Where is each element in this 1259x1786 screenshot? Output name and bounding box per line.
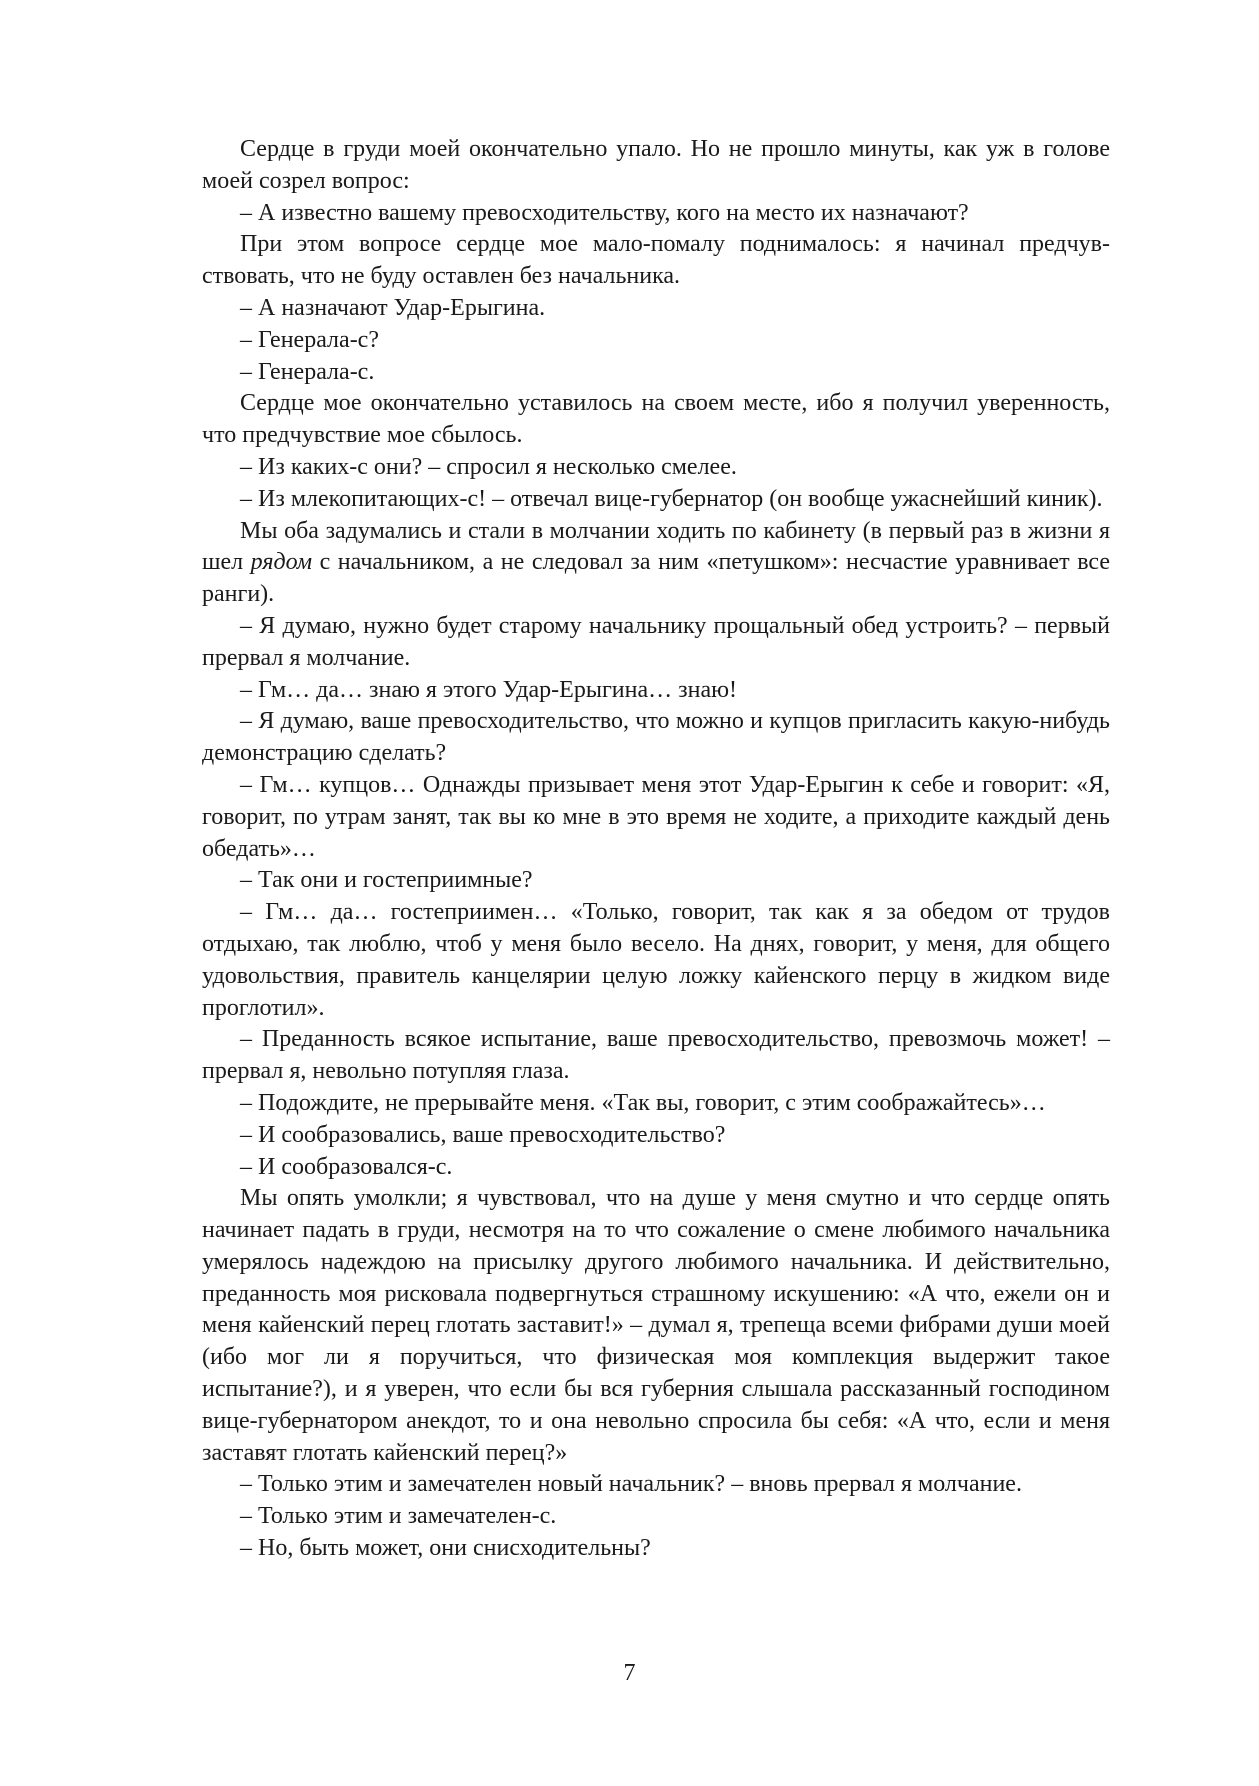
paragraph: – И сообразовались, ваше превосходительство? [240,1121,726,1148]
paragraph-text: с начальником, а не следовал за ним «петушком»: несчастие уравнивает все ранги). [202,549,1110,608]
paragraph: – И сообразовался-с. [240,1153,453,1180]
page-body [202,134,1110,1565]
page-number: 7 [623,1660,636,1686]
paragraph: – А назначают Удар-Ерыгина. [240,294,546,321]
paragraph: – Гм… да… гостеприимен… «Только, говорит, так как я за обедом от трудов отдыхаю, так люблю, чтоб у меня было весело. На днях, говорит, у меня, для общего удовольствия, правитель канцелярии целую ложку кайенского перцу в жидком виде проглотил». [202,899,1110,1021]
paragraph: Сердце в груди моей окончательно упало. Но не прошло минуты, как уж в голове моей созрел вопрос: [202,136,1110,194]
paragraph: – Из каких-с они? – спросил я несколько смелее. [240,453,737,480]
paragraph: – Из млекопитающих-с! – отвечал вице-губернатор (он вообще ужаснейший киник). [240,485,1103,512]
paragraph: – Так они и гостеприимные? [240,867,533,894]
paragraph: – Подождите, не прерывайте меня. «Так вы, говорит, с этим соображайтесь»… [240,1089,1046,1116]
paragraph: Мы опять умолкли; я чувствовал, что на душе у меня смутно и что сердце опять начинает падать в груди, несмотря на то что сожаление о смене любимого начальника умерялось надеждою на присылку другого любимого начальника. И действительно, преданность моя рисковала подвергнуться страшному искушению: «А что, ежели он и меня кайенский перец глотать заставит!» – думал я, трепеща всеми фибрами души моей (ибо мог ли я поручиться, что физическая моя комплекция выдержит такое испытание?), и я уверен, что если бы вся губерния слышала рассказанный господином вице-губернатором анекдот, то и она невольно спросила бы себя: «А что, если и меня заставят глотать кайенский перец?» [202,1185,1110,1466]
paragraph: – Я думаю, нужно будет старому начальнику прощальный обед устроить? – первый прервал я молчание. [202,612,1110,671]
paragraph: Сердце мое окончательно уставилось на своем месте, ибо я получил уверенность, что предчувствие мое сбылось. [202,390,1110,449]
paragraph: При этом вопросе сердце мое мало-помалу поднималось: я начинал предчувствовать, что не буду оставлен без начальника. [202,231,1110,290]
paragraph: – Преданность всякое испытание, ваше превосходительство, превозмочь может! – прервал я, невольно потупляя глаза. [202,1026,1110,1085]
paragraph: – Гм… да… знаю я этого Удар-Ерыгина… знаю! [240,676,738,703]
italic-word: рядом [250,549,313,576]
paragraph: – Генерала-с? [240,326,379,353]
paragraph: – Я думаю, ваше превосходительство, что можно и купцов пригласить какую-нибудь демонстрацию сделать? [202,708,1110,767]
paragraph: – Только этим и замечателен-с. [240,1503,557,1530]
paragraph-text: Мы оба задумались и стали в молчании ходить по кабинету (в первый раз в жизни я шел [202,517,1110,576]
paragraph: – Генерала-с. [240,358,375,385]
paragraph: – А известно вашему превосходительству, кого на место их назначают? [240,199,969,226]
paragraph: – Только этим и замечателен новый начальник? – вновь прервал я молчание. [240,1471,1022,1498]
paragraph [202,516,1110,611]
paragraph: – Но, быть может, они снисходительны? [240,1535,651,1562]
paragraph: – Гм… купцов… Однажды призывает меня этот Удар-Ерыгин к себе и говорит: «Я, говорит, по утрам занят, так вы ко мне в это время не ходите, а приходите каждый день обедать»… [202,771,1110,862]
